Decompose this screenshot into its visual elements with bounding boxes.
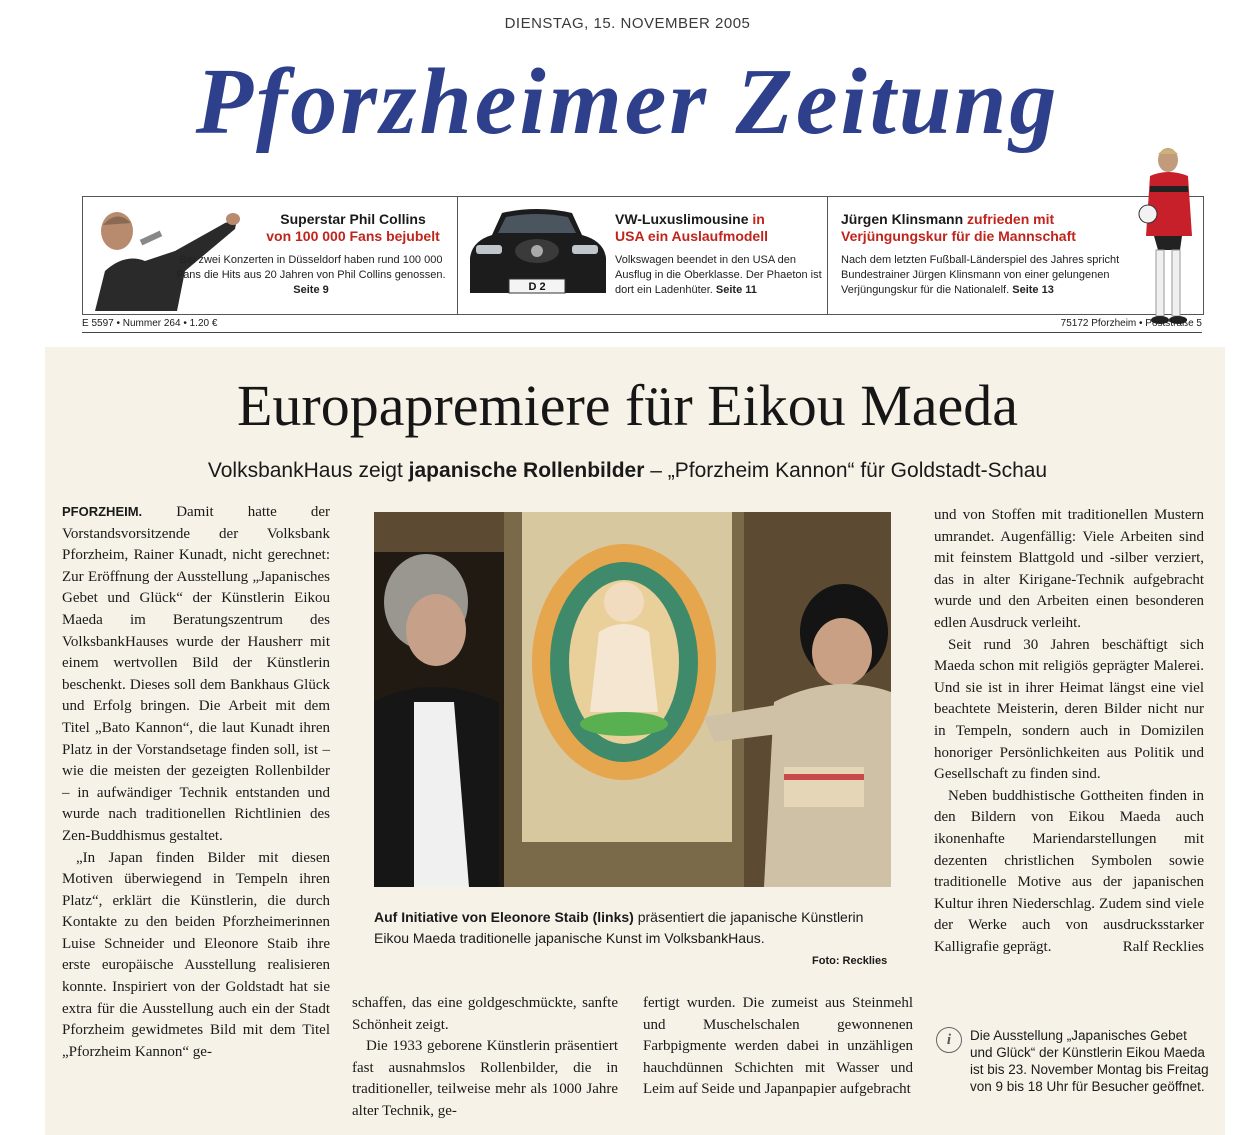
article-paragraph: „In Japan finden Bilder mit diesen Motiven überwiegend in Tempeln ihren Platz“, erklärt die Künstlerin, die durch Kontakte zu den beiden Pforzheimerinnen Luise Schneider und Eleonore Staib ihre erste europäische Ausstellung realisieren konnte. Inspiriert von der Goldstadt hat sie extra für die Ausstellung auch ein der Stadt Pforzheim gewidmetes Bild mit dem Titel „Pforzheim Kannon“ ge- <box>62 849 330 1060</box>
article-headline: Europapremiere für Eikou Maeda <box>236 373 1019 438</box>
teaser-text: Bei zwei Konzerten in Düsseldorf haben rund 100 000 Fans die Hits aus 20 Jahren von Phil Collins genossen. Seite 9 <box>176 254 446 296</box>
article-paragraph: Die 1933 geborene Künstlerin präsentiert fast ausnahmslos Rollenbilder, die in traditioneller, teilweise mehr als 1000 Jahre alter Technik, ge- <box>352 1038 618 1119</box>
article-photo <box>374 512 891 887</box>
issue-info: E 5597 • Nummer 264 • 1.20 € <box>82 318 218 329</box>
info-icon: i <box>936 1027 962 1053</box>
teaser-title: VW-Luxuslimousine in USA ein Auslaufmodell <box>615 211 768 244</box>
article-subheadline: VolksbankHaus zeigt japanische Rollenbilder – „Pforzheim Kannon“ für Goldstadt-Schau <box>207 459 1048 482</box>
teaser-vw-limousine[interactable] <box>457 197 828 314</box>
vw-phaeton-photo <box>462 203 612 308</box>
article-column-1 <box>62 501 330 1063</box>
author-byline: Ralf Recklies <box>1122 938 1204 955</box>
article-paragraph: PFORZHEIM. Damit hatte der Vorstandsvorsitzende der Volksbank Pforzheim, Rainer Kunadt, nicht gerechnet: Zur Eröffnung der Ausstellung „Japanisches Gebet und Glück“ der Künstlerin Eikou Maeda im Beratungszentrum des VolksbankHauses wurde der Hausherr mit einem wertvollen Bild der Künstlerin beschenkt. Dieses soll dem Bankhaus Glück und Erfolg bringen. Die Arbeit mit dem Titel „Bato Kannon“, die laut Kunadt ihren Platz in der Vorstandsetage finden soll, ist – wie die meisten der gezeigten Rollenbilder – in aufwändiger Technik entstanden und wurde nach traditionellen Richtlinien des Zen-Buddhismus gestaltet. <box>62 504 331 844</box>
klinsmann-photo <box>1134 146 1204 328</box>
header-divider <box>82 332 1202 333</box>
exhibition-info-text: Die Ausstellung „Japanisches Gebet und Glück“ der Künstlerin Eikou Maeda ist bis 23. November Montag bis Freitag von 9 bis 18 Uhr für Besucher geöffnet. <box>970 1028 1209 1094</box>
teaser-bar <box>82 196 1204 315</box>
teaser-text: Volkswagen beendet in den USA den Ausflug in die Oberklasse. Der Phaeton ist dort ein Ladenhüter. Seite 11 <box>615 254 822 296</box>
article-paragraph: Neben buddhistische Gottheiten finden in den Bildern von Eikou Maeda auch ikonenhafte Mariendarstellungen mit dezenten christlichen Symbolen sowie traditionelle Motive aus der japanischen Kultur ihren Niederschlag. Zudem sind viele der Werke auch von ausdrucksstarker Kalligrafie geprägt. Ralf Recklies <box>934 786 1204 959</box>
article-column-4 <box>934 505 1204 958</box>
article-paragraph: schaffen, das eine goldgeschmückte, sanfte Schönheit zeigt. <box>352 995 618 1033</box>
article-paragraph: Seit rund 30 Jahren beschäftigt sich Maeda schon mit religiös geprägter Malerei. Und sie ist in ihrer Heimat längst eine viel beachtete Meisterin, deren Bilder nicht nur in Tempeln, sondern auch in Domizilen honoriger Persönlichkeiten aus Politik und Gesellschaft zu finden sind. <box>934 636 1204 783</box>
photo-caption: Auf Initiative von Eleonore Staib (links) präsentiert die japanische Künstlerin Eikou Maeda traditionelle japanische Kunst im VolksbankHaus. <box>374 909 864 946</box>
issue-date: DIENSTAG, 15. NOVEMBER 2005 <box>504 15 751 32</box>
teaser-text: Nach dem letzten Fußball-Länderspiel des Jahres spricht Bundestrainer Jürgen Klinsmann von einer gelungenen Verjüngungskur für die Nationalelf. Seite 13 <box>841 254 1120 296</box>
article-paragraph: und von Stoffen mit traditionellen Mustern umrandet. Augenfällig: Viele Arbeiten sind mit feinstem Blattgold und -silber verziert, das in alter Kirigane-Technik aufgebracht wurde und den Arbeiten einen besonderen edlen Ausdruck verleiht. <box>934 507 1204 631</box>
newspaper-masthead: Pforzheimer Zeitung <box>195 50 1060 154</box>
teaser-title: Jürgen Klinsmann zufrieden mit Verjüngungskur für die Mannschaft <box>841 211 1076 244</box>
photo-credit: Foto: Recklies <box>812 955 888 967</box>
maeda-staib-photo <box>374 512 891 887</box>
dateline: PFORZHEIM. <box>62 504 143 519</box>
license-plate-text: D 2 <box>528 281 546 293</box>
article-column-2 <box>352 993 618 1123</box>
publisher-address: 75172 Pforzheim • Poststraße 5 <box>1060 318 1202 329</box>
teaser-title: Superstar Phil Collins von 100 000 Fans bejubelt <box>266 211 440 244</box>
teaser-phil-collins[interactable] <box>83 197 458 314</box>
article-column-3 <box>643 993 913 1101</box>
article-paragraph: fertigt wurden. Die zumeist aus Steinmehl und Muschelschalen gewonnenen Farbpigmente werden dabei in unzähligen hauchdünnen Schichten mit Wasser und Leim auf Seide und Japanpapier aufgebracht <box>643 995 913 1098</box>
